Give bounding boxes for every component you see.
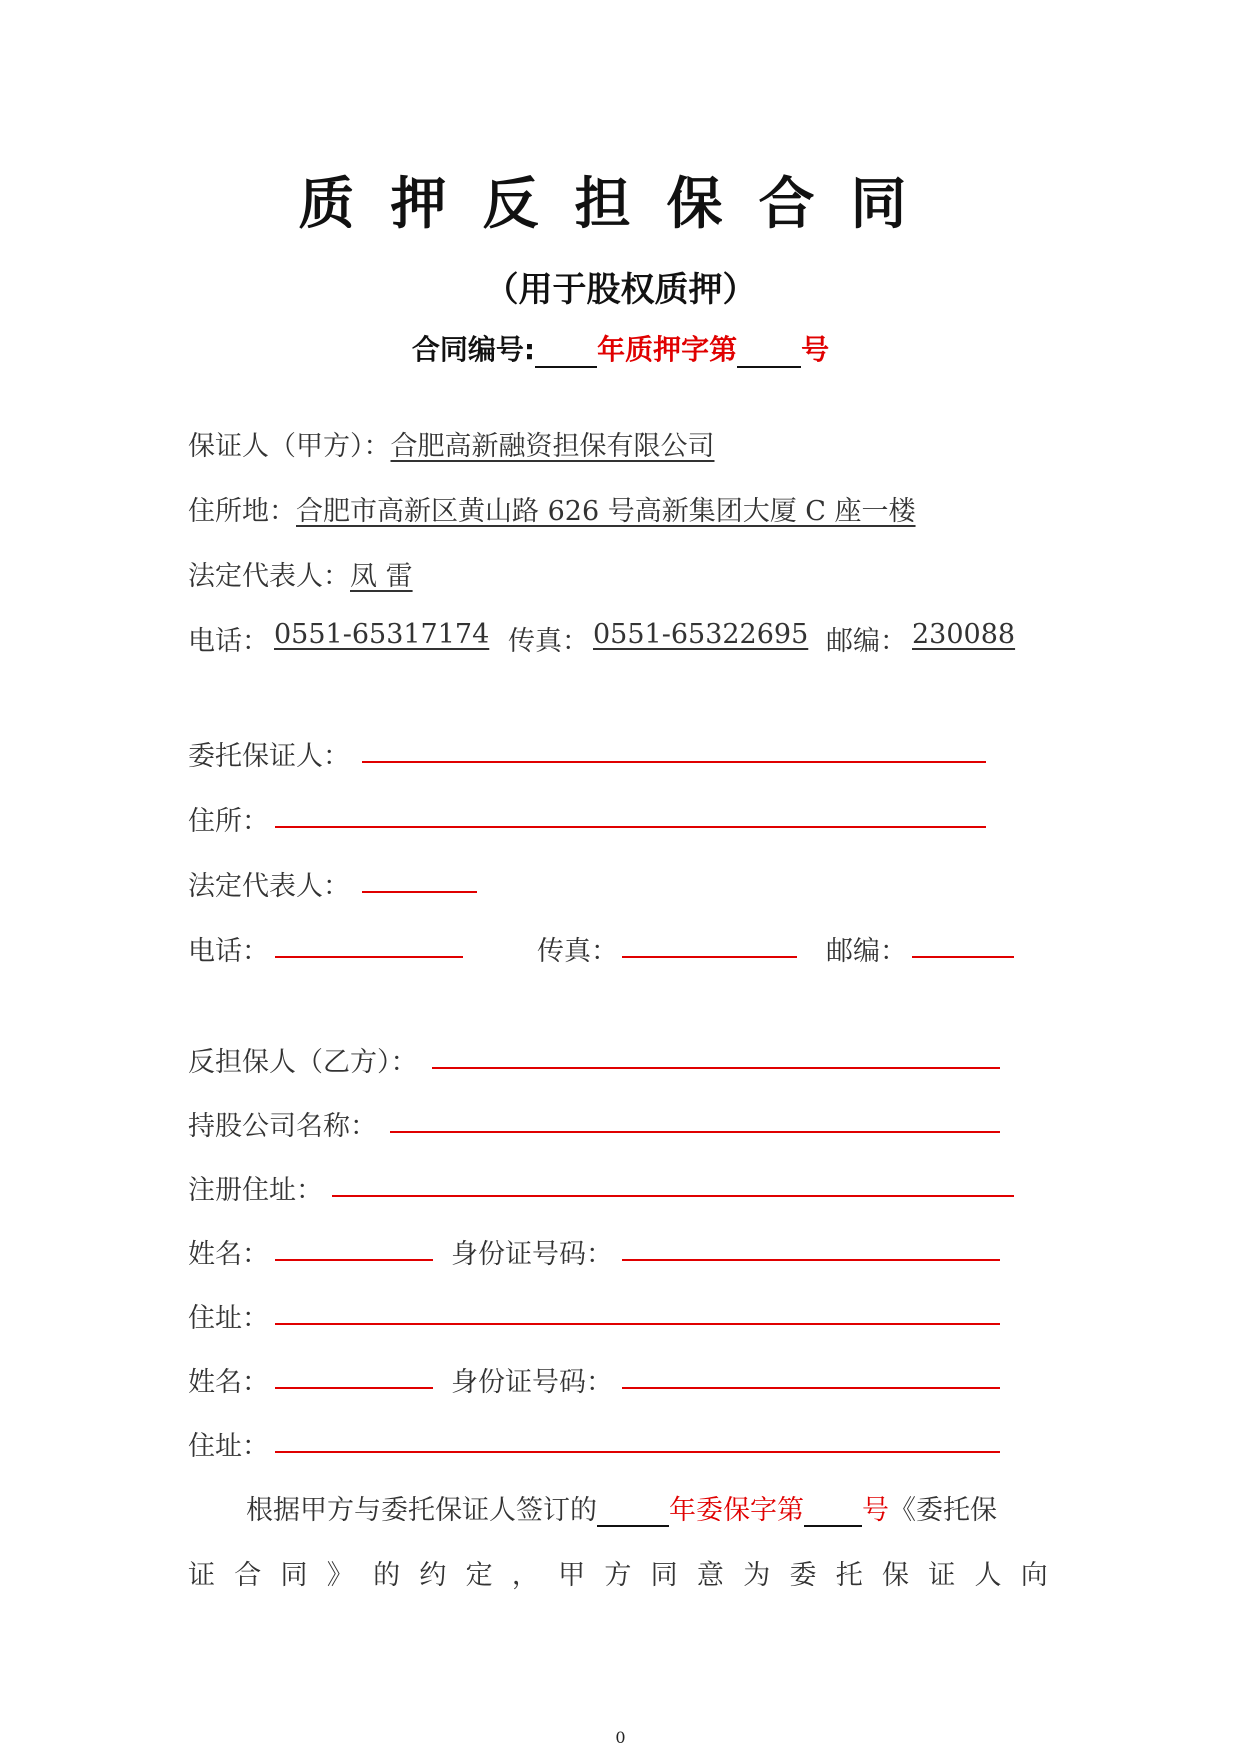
guarantor-label: 保证人（甲方）： bbox=[188, 431, 391, 462]
name1-blank[interactable] bbox=[275, 1259, 433, 1261]
entrusted-phone-blank[interactable] bbox=[275, 956, 463, 958]
document-title: 质押反担保合同 bbox=[298, 172, 943, 237]
postcode-value-a: 230088 bbox=[912, 619, 1016, 650]
guarantor-value: 合肥高新融资担保有限公司 bbox=[390, 431, 715, 462]
counter-guarantor-blank[interactable] bbox=[432, 1067, 1000, 1069]
para2-char: 托 bbox=[835, 1560, 863, 1591]
reg-address-label: 注册住址： bbox=[188, 1175, 323, 1206]
para2-char: 证 bbox=[928, 1560, 956, 1591]
id2-blank[interactable] bbox=[622, 1387, 1000, 1389]
guarantor-row bbox=[188, 424, 715, 463]
name2-label: 姓名： bbox=[188, 1367, 269, 1398]
fax-label-a: 传真： bbox=[508, 626, 589, 657]
document-subtitle: （用于股权质押） bbox=[484, 270, 757, 310]
entrusted-fax-label: 传真： bbox=[537, 936, 618, 967]
para2-char: 》 bbox=[326, 1560, 354, 1591]
contract-number-end: 号 bbox=[801, 333, 830, 366]
name2-blank[interactable] bbox=[275, 1387, 433, 1389]
id1-label: 身份证号码： bbox=[451, 1239, 613, 1270]
counter-guarantor-label: 反担保人（乙方）： bbox=[188, 1047, 418, 1078]
page-number: 0 bbox=[615, 1728, 626, 1747]
para2-char: 合 bbox=[234, 1560, 262, 1591]
para2-char: 甲 bbox=[558, 1560, 586, 1591]
entrusted-address-blank[interactable] bbox=[275, 826, 986, 828]
contract-number-mid: 年质押字第 bbox=[597, 333, 738, 366]
company-label: 持股公司名称： bbox=[188, 1111, 377, 1142]
postcode-label-a: 邮编： bbox=[826, 626, 907, 657]
para2-char: 方 bbox=[604, 1560, 632, 1591]
contract-number-label: 合同编号: bbox=[411, 333, 536, 366]
para2-char: 同 bbox=[280, 1560, 308, 1591]
para-seq-blank[interactable] bbox=[804, 1499, 862, 1527]
address1-blank[interactable] bbox=[275, 1323, 1000, 1325]
para2-char: 人 bbox=[974, 1560, 1002, 1591]
contract-number-line bbox=[0, 328, 1241, 368]
address2-label: 住址： bbox=[188, 1431, 269, 1462]
address-label: 住所地： bbox=[188, 496, 296, 527]
para2-char: 同 bbox=[650, 1560, 678, 1591]
entrusted-postcode-blank[interactable] bbox=[912, 956, 1014, 958]
para2-char: 为 bbox=[743, 1560, 771, 1591]
id2-label: 身份证号码： bbox=[451, 1367, 613, 1398]
entrusted-legal-rep-label: 法定代表人： bbox=[188, 871, 350, 902]
para-year-blank[interactable] bbox=[597, 1499, 669, 1527]
paragraph-line-1 bbox=[246, 1488, 997, 1527]
entrusted-phone-label: 电话： bbox=[188, 936, 269, 967]
para-text-d: 《委托保 bbox=[889, 1495, 997, 1526]
address2-blank[interactable] bbox=[275, 1451, 1000, 1453]
para2-char: 定 bbox=[465, 1560, 493, 1591]
para-text-a: 根据甲方与委托保证人签订的 bbox=[246, 1495, 597, 1526]
entrusted-label: 委托保证人： bbox=[188, 741, 350, 772]
contract-year-blank[interactable] bbox=[535, 340, 597, 368]
entrusted-blank[interactable] bbox=[362, 761, 986, 763]
phone-label-a: 电话： bbox=[188, 626, 269, 657]
para-text-c: 号 bbox=[862, 1495, 889, 1526]
para-text-b: 年委保字第 bbox=[669, 1495, 804, 1526]
fax-value-a: 0551-65322695 bbox=[593, 619, 809, 650]
legal-rep-label: 法定代表人： bbox=[188, 561, 350, 592]
guarantor-address-row bbox=[188, 489, 916, 528]
name1-label: 姓名： bbox=[188, 1239, 269, 1270]
reg-address-blank[interactable] bbox=[332, 1195, 1014, 1197]
contract-seq-blank[interactable] bbox=[737, 340, 801, 368]
company-blank[interactable] bbox=[390, 1131, 1000, 1133]
legal-rep-value: 凤 雷 bbox=[350, 561, 413, 592]
para2-char: 向 bbox=[1020, 1560, 1048, 1591]
entrusted-legal-rep-blank[interactable] bbox=[362, 891, 477, 893]
para2-char: ， bbox=[511, 1560, 539, 1591]
para2-char: 约 bbox=[419, 1560, 447, 1591]
id1-blank[interactable] bbox=[622, 1259, 1000, 1261]
entrusted-fax-blank[interactable] bbox=[622, 956, 797, 958]
para2-char: 证 bbox=[188, 1560, 215, 1591]
entrusted-postcode-label: 邮编： bbox=[826, 936, 907, 967]
para2-char: 保 bbox=[881, 1560, 909, 1591]
para2-char: 委 bbox=[789, 1560, 817, 1591]
address1-label: 住址： bbox=[188, 1303, 269, 1334]
entrusted-address-label: 住所： bbox=[188, 806, 269, 837]
paragraph-line-2 bbox=[188, 1553, 1048, 1592]
address-value: 合肥市高新区黄山路 626 号高新集团大厦 C 座一楼 bbox=[296, 496, 916, 527]
para2-char: 的 bbox=[373, 1560, 401, 1591]
para2-char: 意 bbox=[696, 1560, 724, 1591]
legal-rep-row bbox=[188, 554, 413, 593]
phone-value-a: 0551-65317174 bbox=[274, 619, 490, 650]
